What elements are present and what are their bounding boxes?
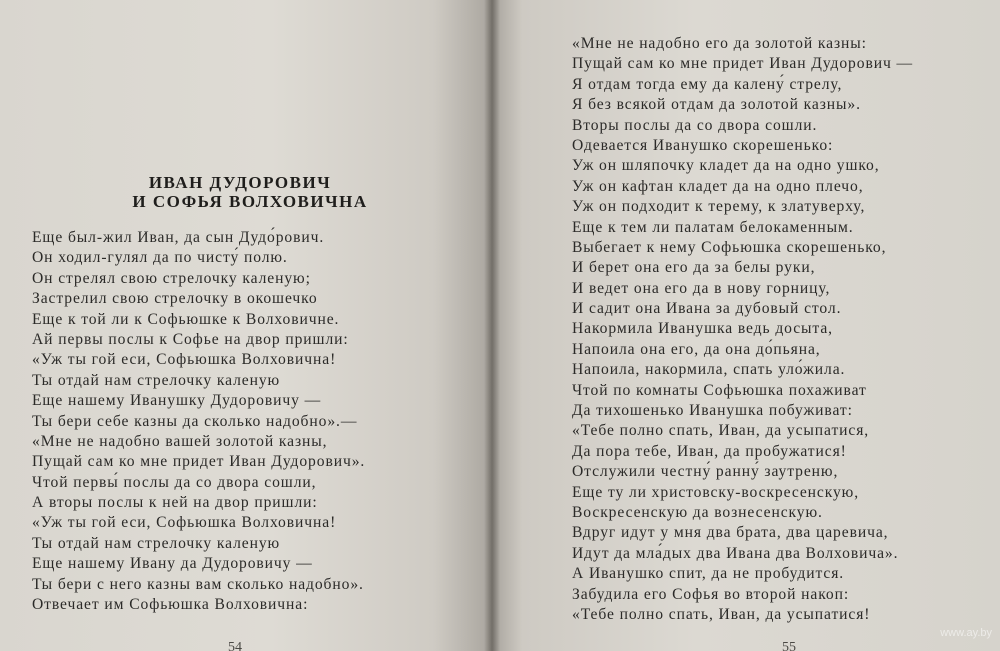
poem-line: Вдруг идут у мня два брата, два царевича, [572, 524, 889, 542]
poem-line: Еще нашему Ивану да Дудоровичу — [32, 555, 313, 573]
poem-line: Вторы послы да со двора сошли. [572, 116, 818, 134]
poem-line: А Иванушко спит, да не пробудится. [572, 565, 845, 583]
poem-line: «Уж ты гой еси, Софьюшка Волховична! [32, 351, 337, 369]
poem-line: Уж он шляпочку кладет да на одно ушко, [572, 157, 880, 175]
poem-line: Ай первы послы к Софье на двор пришли: [32, 330, 349, 348]
poem-line: Да тихошенько Иванушка побуживат: [572, 402, 853, 420]
poem-line: Уж он подходит к терему, к златуверху, [572, 198, 866, 216]
left-page [0, 0, 492, 651]
left-page-number: 54 [228, 640, 242, 651]
poem-line: Пущай сам ко мне придет Иван Дудорович — [572, 55, 913, 73]
poem-line: Еще был-жил Иван, да сын Дудо́рович. [32, 229, 325, 246]
poem-line: Застрелил свою стрелочку в окошечко [32, 290, 318, 308]
poem-line: Отслужили честну́ ранну́ заутреню, [572, 463, 839, 481]
poem-line: Забудила его Софья во второй накоп: [572, 585, 850, 603]
poem-line: А вторы послы к ней на двор пришли: [32, 494, 318, 512]
poem-line: Он ходил-гулял да по чисту́ полю. [32, 249, 288, 267]
poem-line: Воскресенскую да вознесенскую. [572, 503, 823, 521]
right-poem-text [572, 34, 913, 625]
poem-line: Чтой первы́ послы да со двора сошли, [32, 473, 317, 491]
poem-line: Накормила Иванушка ведь досыта, [572, 320, 833, 338]
poem-line: Ты отдай нам стрелочку каленую [32, 534, 281, 552]
poem-line: Ты отдай нам стрелочку каленую [32, 371, 281, 389]
watermark: www.ay.by [940, 627, 992, 639]
poem-line: Еще к тем ли палатам белокаменным. [572, 218, 854, 236]
poem-line: Одевается Иванушко скорешенько: [572, 136, 834, 154]
poem-line: «Мне не надобно его да золотой казны: [572, 35, 867, 52]
right-page [492, 0, 1000, 651]
poem-line: Еще к той ли к Софьюшке к Волховичне. [32, 310, 340, 328]
poem-line: «Мне не надобно вашей золотой казны, [32, 432, 328, 450]
poem-line: И ведет она его да в нову горницу, [572, 279, 831, 297]
poem-line: Уж он кафтан кладет да на одно плечо, [572, 177, 864, 195]
poem-title-line-1: ИВАН ДУДОРОВИЧ [148, 173, 332, 192]
poem-line: «Тебе полно спать, Иван, да усыпатися! [572, 605, 871, 623]
right-page-number: 55 [782, 640, 796, 651]
poem-line: «Тебе полно спать, Иван, да усыпатися, [572, 422, 870, 440]
poem-line: Чтой по комнаты Софьюшка похаживат [572, 381, 867, 399]
poem-line: Отвечает им Софьюшка Волховична: [32, 596, 309, 614]
poem-line: И садит она Ивана за дубовый стол. [572, 300, 842, 318]
poem-line: Выбегает к нему Софьюшка скорешенько, [572, 238, 887, 256]
poem-line: Идут да мла́дых два Ивана два Волховича». [572, 544, 899, 562]
poem-line: Ты бери себе казны да сколько надобно».— [32, 412, 358, 430]
poem-line: Ты бери с него казны вам сколько надобно». [32, 575, 364, 593]
poem-line: Напоила она его, да она до́пьяна, [572, 340, 821, 358]
poem-line: Напоила, накормила, спать уло́жила. [572, 361, 846, 379]
poem-line: Еще нашему Иванушку Дудоровичу — [32, 392, 322, 410]
poem-line: Да пора тебе, Иван, да пробужатися! [572, 442, 847, 460]
poem-line: Я без всякой отдам да золотой казны». [572, 96, 861, 114]
poem-line: «Уж ты гой еси, Софьюшка Волховична! [32, 514, 337, 532]
poem-line: Еще ту ли христовску-воскресенскую, [572, 483, 860, 501]
poem-line: Я отдам тогда ему да калену́ стрелу, [572, 75, 843, 93]
book-gutter [484, 0, 500, 651]
left-poem-text [32, 228, 365, 615]
poem-line: Он стрелял свою стрелочку каленую; [32, 269, 311, 287]
poem-title-line-2: И СОФЬЯ ВОЛХОВИЧНА [132, 192, 368, 211]
poem-line: Пущай сам ко мне придет Иван Дудорович». [32, 453, 366, 471]
poem-line: И берет она его да за белы руки, [572, 259, 816, 277]
